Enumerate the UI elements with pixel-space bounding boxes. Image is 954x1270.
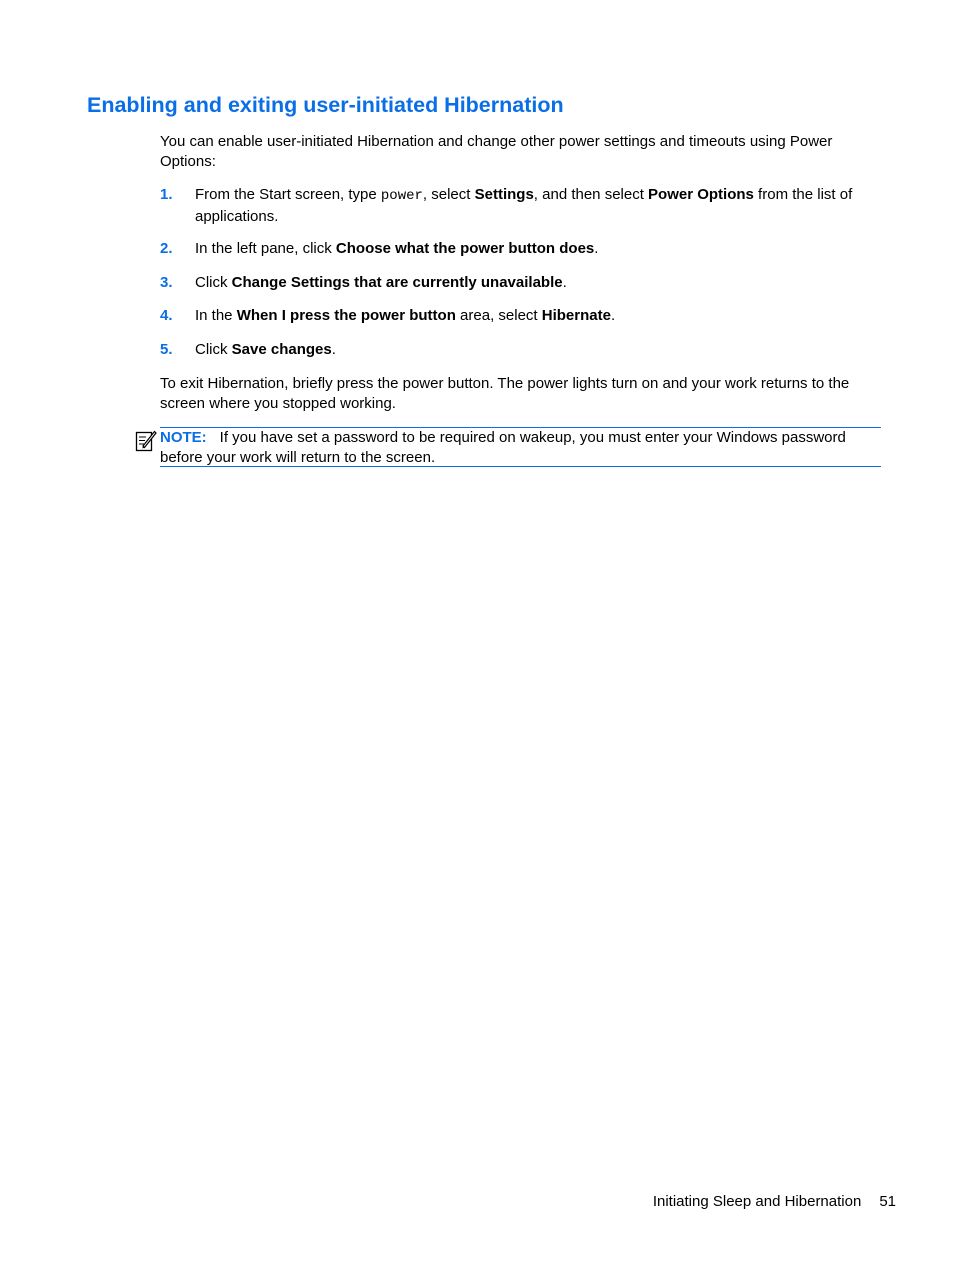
step-number: 2. bbox=[160, 240, 173, 257]
step-text: Click Change Settings that are currently unavailable. bbox=[195, 274, 567, 291]
ui-term-power-options: Power Options bbox=[648, 186, 754, 203]
ui-term-change-settings: Change Settings that are currently unavailable bbox=[231, 274, 563, 291]
ui-term-hibernate: Hibernate bbox=[541, 307, 611, 324]
list-item-step-3 bbox=[160, 273, 885, 293]
step-text: In the When I press the power button area, select Hibernate. bbox=[195, 307, 616, 324]
step-number: 4. bbox=[160, 307, 173, 324]
note-text bbox=[160, 428, 881, 467]
note-label: NOTE: bbox=[160, 429, 207, 446]
list-item-step-4 bbox=[160, 306, 885, 326]
intro-paragraph: You can enable user-initiated Hibernation and change other power settings and timeouts using Power Options: bbox=[160, 133, 833, 170]
footer-section-title: Initiating Sleep and Hibernation bbox=[652, 1193, 862, 1210]
ui-term-when-i-press: When I press the power button bbox=[236, 307, 456, 324]
page-title: Enabling and exiting user-initiated Hibernation bbox=[87, 93, 564, 117]
note-box bbox=[160, 427, 881, 467]
list-item-step-5 bbox=[160, 340, 885, 360]
exit-paragraph: To exit Hibernation, briefly press the power button. The power lights turn on and your work returns to the screen where you stopped working. bbox=[160, 375, 850, 412]
ui-term-choose-power-button: Choose what the power button does bbox=[335, 240, 595, 257]
step-number: 1. bbox=[160, 186, 173, 203]
ui-term-save-changes: Save changes bbox=[231, 341, 332, 358]
list-item-step-2 bbox=[160, 239, 885, 259]
note-pencil-icon bbox=[135, 428, 157, 452]
page-footer bbox=[653, 1192, 896, 1211]
step-number: 3. bbox=[160, 274, 173, 291]
list-item-step-1 bbox=[160, 185, 885, 226]
step-text: From the Start screen, type power, select Settings, and then select Power Options from the list of applications. bbox=[195, 186, 853, 225]
ui-term-settings: Settings bbox=[474, 186, 534, 203]
step-text: Click Save changes. bbox=[195, 341, 336, 358]
step-text: In the left pane, click Choose what the power button does. bbox=[195, 240, 599, 257]
page-number: 51 bbox=[879, 1193, 896, 1210]
note-body: If you have set a password to be required on wakeup, you must enter your Windows password before your work will return to the screen. bbox=[160, 429, 846, 466]
step-number: 5. bbox=[160, 341, 173, 358]
code-power: power bbox=[380, 188, 423, 204]
